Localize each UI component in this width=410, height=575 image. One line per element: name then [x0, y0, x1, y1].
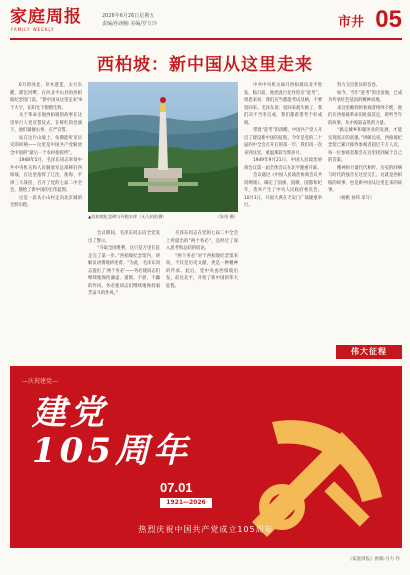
paragraph: 6月的河北，草木葱茏，太行东麓，滹沱河畔，在河北平山县的西柏坡纪念馆门前，“新中国从这里走来”8个大字，在阳光下熠熠生辉。 — [10, 83, 82, 111]
masthead — [10, 8, 402, 36]
paragraph: 会议期间，毛泽东同志向全党发出了警示。 — [88, 231, 160, 244]
paragraph: “夺取全国胜利，这只是万里长征走完了第一步。”西柏坡纪念馆内，讲解员动情地讲述着。“为此，毛泽东同志提出了‘两个务必’——务必使同志们继续地保持谦虚、谨慎、不骄、不躁的作风，务必使同志们继续地保持艰苦奋斗的作风。” — [88, 246, 160, 296]
anniversary-poster — [10, 366, 402, 548]
photo-caption — [88, 214, 238, 220]
paragraph: 毛泽东同志在党的七届二中全会上所提出的“两个务必”，是经过了深入思考和总结的结论。 — [166, 231, 238, 251]
article-column-1 — [10, 82, 82, 360]
paragraph: 1949年9月21日，中国人民政治协商会议第一届全体会议在北平隆重开幕。 — [244, 158, 322, 171]
poster-title — [32, 394, 191, 470]
logo-subtitle: FAMILY WEEKLY — [11, 27, 55, 32]
paragraph: 带着“赶考”的清醒，中国共产党人开启了建设新中国的征程。今年是党的二十届四中全会召开后的第一年，我们再一次来到这里，重温那段光辉岁月。 — [244, 128, 322, 156]
paragraph: 精神的力量代代相传。历史的回响与时代的强音在这里交汇，这就是西柏坡的故事，也是新中国从这里走来的故事。 — [328, 165, 402, 193]
paragraph: 中共中央机关离开西柏坡向北平进发。临行前，他把此行比作进京“赶考”。周恩来说：我们应当都能考试及格，不要退回来。毛泽东说：退回来就失败了，我们决不当李自成，我们都希望考个好成绩。 — [244, 83, 322, 126]
caption-credit: （朱彤 摄） — [215, 214, 238, 219]
poster-credit: 《家庭周报》供稿·马力 作 — [347, 557, 400, 562]
article-column-2 — [88, 230, 160, 360]
article-column-4 — [244, 82, 322, 360]
paragraph: 会议通过《中国人民政治协商会议共同纲领》，确定了国旗、国歌、国都和纪年，选举产生了中央人民政府委员会。10月1日，开国大典在天安门广场隆重举行。 — [244, 173, 322, 208]
poster-title-line-2: 105周年 — [32, 431, 191, 471]
newspaper-logo: 家庭周报 — [10, 7, 82, 27]
caption-text: ▲西柏坡纪念碑与环抱水库（无人机拍摄） — [88, 214, 167, 219]
poster-years: 1921—2026 — [160, 498, 212, 508]
paragraph: 站在这片山坡上，仿佛能听见历史的回响——这里是中国共产党解放全中国的“最后一个农村指挥所”。 — [10, 135, 82, 156]
section-ribbon: 伟大征程 — [336, 345, 402, 359]
article-column-3 — [166, 230, 238, 360]
paragraph: 关于革命圣地西柏坡的故事在这里举行人党宣誓仪式，在鲜红的党旗下，他们紧握右拳，庄严宣誓。 — [10, 113, 82, 133]
page-number: 05 — [375, 6, 402, 33]
poster-tag: —庆祝建党— — [22, 378, 59, 385]
monument-landscape-image — [88, 82, 238, 212]
paragraph: 这是一段从小山村走向北京城的光辉历程。 — [10, 195, 82, 208]
issue-editors: 责编/孙翊楠 美编/罗万玲 — [102, 21, 157, 27]
paragraph: “搞完城乡和服务业的发展，才能实现真正的富强。”讲解员说，西柏坡纪念馆已累计接待参观者超过千万人次，每一位参观者都会在这里找到属于自己的答案。 — [328, 128, 402, 163]
article-photo — [88, 82, 238, 212]
issue-date: 2026年6月26日星期五 — [102, 13, 155, 19]
issue-info — [102, 12, 157, 28]
section-name: 市井 — [337, 15, 364, 30]
masthead-rule — [10, 38, 402, 40]
paragraph: 来这里瞻仰的参观者络绎不绝，他们在西柏坡革命旧址前驻足，聆听当年的故事，从中汲取奋进的力量。 — [328, 105, 402, 126]
paragraph: 1948年5月，毛泽东同志率领中共中央机关和人民解放军总部移驻西柏坡，在这里指挥了辽沈、淮海、平津三大战役，召开了党的七届二中全会，描绘了新中国的宏伟蓝图。 — [10, 158, 82, 193]
paragraph: 如今，当年“赶考”的出发地，已成为传承红色基因的精神高地。 — [328, 90, 402, 103]
paragraph: 努力交出优异的答卷。 — [337, 83, 380, 88]
poster-title-line-1: 建党 — [32, 393, 108, 433]
paragraph: “两个务必”对于西柏坡纪念馆来说，不仅是历史文献，更是一种精神的传承。此后，党中央由西柏坡出发，前往北平，开始了新中国的伟大征程。 — [166, 253, 238, 289]
poster-slogan: 热烈庆祝中国共产党成立105周年 — [138, 525, 274, 534]
article-headline: 西柏坡：新中国从这里走来 — [97, 55, 313, 75]
article-column-5 — [328, 82, 402, 312]
paragraph: （杨帆 孙伟 采写） — [337, 195, 375, 201]
poster-date: 07.01 — [160, 480, 193, 495]
